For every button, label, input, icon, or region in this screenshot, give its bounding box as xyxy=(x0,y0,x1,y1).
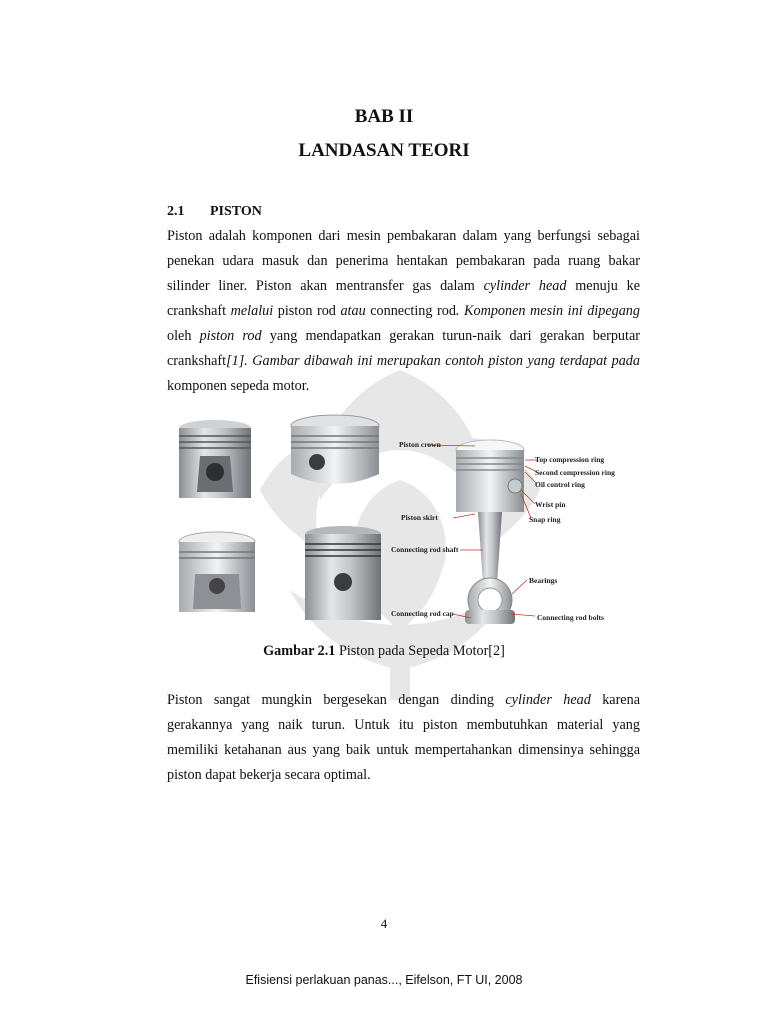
section-number: 2.1 xyxy=(167,204,185,219)
piston-photo-3 xyxy=(179,532,255,612)
caption-text: Piston pada Sepeda Motor[2] xyxy=(335,643,505,659)
figure-caption xyxy=(0,643,768,660)
text-segment: piston rod xyxy=(277,303,336,319)
italic-term: melalui xyxy=(226,303,278,319)
italic-term: [1]. Gambar dibawah ini merupakan contoh piston yang terdapat pada xyxy=(226,353,640,369)
text-segment: crankshaft xyxy=(167,353,227,369)
text-line xyxy=(167,688,640,713)
text-line xyxy=(167,374,640,399)
piston-figure xyxy=(175,414,633,636)
chapter-number: BAB II xyxy=(354,106,414,127)
text-line xyxy=(167,249,640,274)
paragraph-material xyxy=(167,688,640,788)
italic-term: cylinder head xyxy=(505,692,591,708)
label-piston-skirt: Piston skirt xyxy=(401,513,438,522)
italic-term: cylinder head xyxy=(483,278,567,294)
text-segment: gerakannya yang naik turun. Untuk itu piston membutuhkan material yang xyxy=(167,717,640,733)
text-segment: crankshaft xyxy=(167,303,227,319)
text-line xyxy=(167,324,640,349)
text-segment: connecting rod xyxy=(370,303,456,319)
caption-label: Gambar 2.1 xyxy=(263,643,336,659)
text-segment: menuju ke xyxy=(566,278,640,294)
text-segment: Piston sangat mungkin bergesekan dengan dinding xyxy=(167,692,506,708)
text-line xyxy=(167,713,640,738)
text-segment: komponen sepeda motor. xyxy=(167,378,310,394)
label-bearings: Bearings xyxy=(529,576,558,585)
section-title: PISTON xyxy=(210,204,262,219)
piston-photo-2 xyxy=(291,415,379,484)
label-wrist-pin: Wrist pin xyxy=(535,500,566,509)
text-line xyxy=(167,224,640,249)
label-piston-crown: Piston crown xyxy=(399,440,441,449)
label-second-compression-ring: Second compression ring xyxy=(535,468,615,477)
chapter-title: LANDASAN TEORI xyxy=(298,140,470,161)
piston-photo-1 xyxy=(179,420,251,498)
label-oil-control-ring: Oil control ring xyxy=(535,480,585,489)
text-line xyxy=(167,763,640,788)
text-segment: silinder liner. Piston akan mentransfer gas dalam xyxy=(167,278,484,294)
label-top-compression-ring: Top compression ring xyxy=(535,455,605,464)
text-segment: yang mendapatkan gerakan turun-naik dari gerakan berputar xyxy=(261,328,640,344)
label-connecting-rod-cap: Connecting rod cap xyxy=(391,609,454,618)
label-snap-ring: Snap ring xyxy=(529,515,561,524)
page-number: 4 xyxy=(380,916,388,931)
text-segment: oleh xyxy=(167,328,200,344)
text-segment: memiliki ketahanan aus yang baik untuk mempertahankan dimensinya sehingga xyxy=(167,742,640,758)
text-line xyxy=(167,349,640,374)
text-segment: piston dapat bekerja secara optimal. xyxy=(167,767,371,783)
piston-diagram xyxy=(456,440,524,624)
italic-term: . Komponen mesin ini dipegang xyxy=(455,303,640,319)
page-footer: Efisiensi perlakuan panas..., Eifelson, FT UI, 2008 xyxy=(245,973,523,987)
italic-term: atau xyxy=(335,303,371,319)
piston-photo-4 xyxy=(305,526,381,620)
paragraph-intro xyxy=(167,224,640,399)
italic-term: piston rod xyxy=(199,328,262,344)
text-line xyxy=(167,738,640,763)
text-segment: penekan udara masuk dan penerima hentakan pembakaran pada ruang bakar xyxy=(167,253,640,269)
label-connecting-rod-shaft: Connecting rod shaft xyxy=(391,545,459,554)
text-line xyxy=(167,274,640,299)
text-line xyxy=(167,299,640,324)
text-segment: Piston adalah komponen dari mesin pembakaran dalam yang berfungsi sebagai xyxy=(167,228,640,244)
label-connecting-rod-bolts: Connecting rod bolts xyxy=(537,613,604,622)
text-segment: karena xyxy=(590,692,640,708)
